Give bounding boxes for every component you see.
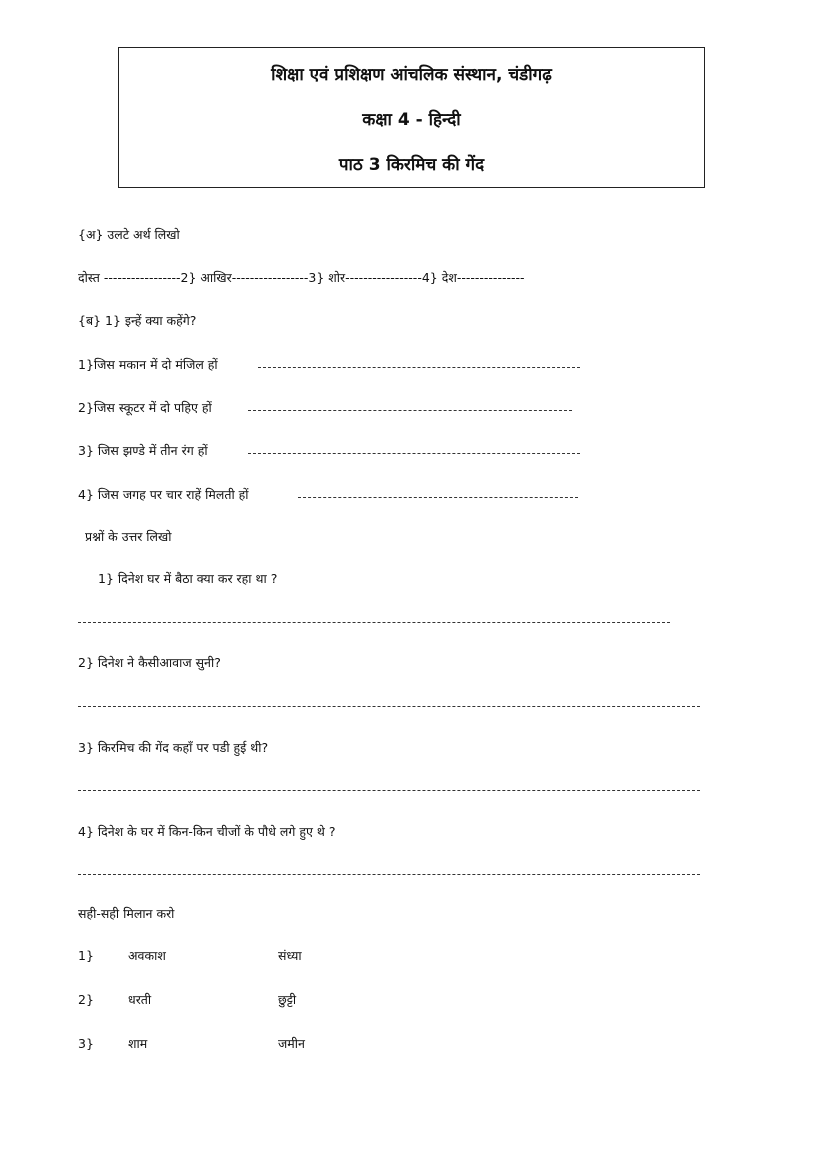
match-number: 3}	[78, 1036, 94, 1051]
match-right-word: संध्या	[278, 948, 302, 963]
match-left-word: धरती	[128, 992, 152, 1007]
class-subject: कक्षा 4 - हिन्दी	[362, 110, 461, 130]
section-b-item: 1}जिस मकान में दो मंजिल हों	[78, 357, 218, 372]
answer-line	[78, 790, 700, 791]
question: 3} किरमिच की गेंद कहाँ पर पडी हुई थी?	[78, 740, 269, 755]
section-b-heading: {ब} 1} इन्हें क्या कहेंगे?	[78, 313, 197, 328]
match-number: 1}	[78, 948, 94, 963]
question: 2} दिनेश ने कैसीआवाज सुनी?	[78, 655, 221, 670]
match-right-word: छुट्टी	[278, 992, 297, 1007]
questions-heading: प्रश्नों के उत्तर लिखो	[85, 529, 172, 544]
section-a-heading: {अ} उलटे अर्थ लिखो	[78, 227, 180, 242]
answer-line	[78, 622, 670, 623]
question: 1} दिनेश घर में बैठा क्या कर रहा था ?	[98, 571, 278, 586]
matching-heading: सही-सही मिलान करो	[78, 906, 175, 921]
opposites-line: दोस्त -----------------2} आखिर-----------------3} शोर-----------------4} देश---------------	[78, 270, 525, 285]
answer-blank	[248, 453, 580, 454]
answer-line	[78, 874, 700, 875]
lesson-title: पाठ 3 किरमिच की गेंद	[338, 155, 485, 175]
answer-line	[78, 706, 700, 707]
match-right-word: जमीन	[278, 1036, 305, 1051]
section-b-item: 3} जिस झण्डे में तीन रंग हों	[78, 443, 208, 458]
institute-name: शिक्षा एवं प्रशिक्षण आंचलिक संस्थान, चंडीगढ़	[271, 65, 552, 85]
title-box	[118, 47, 705, 188]
section-b-item: 2}जिस स्कूटर में दो पहिए हों	[78, 400, 212, 415]
answer-blank	[298, 497, 578, 498]
match-left-word: शाम	[128, 1036, 148, 1051]
answer-blank	[258, 367, 580, 368]
section-b-item: 4} जिस जगह पर चार राहें मिलती हों	[78, 487, 249, 502]
question: 4} दिनेश के घर में किन-किन चीजों के पौधे लगे हुए थे ?	[78, 824, 336, 839]
match-left-word: अवकाश	[128, 948, 166, 963]
match-number: 2}	[78, 992, 94, 1007]
answer-blank	[248, 410, 572, 411]
